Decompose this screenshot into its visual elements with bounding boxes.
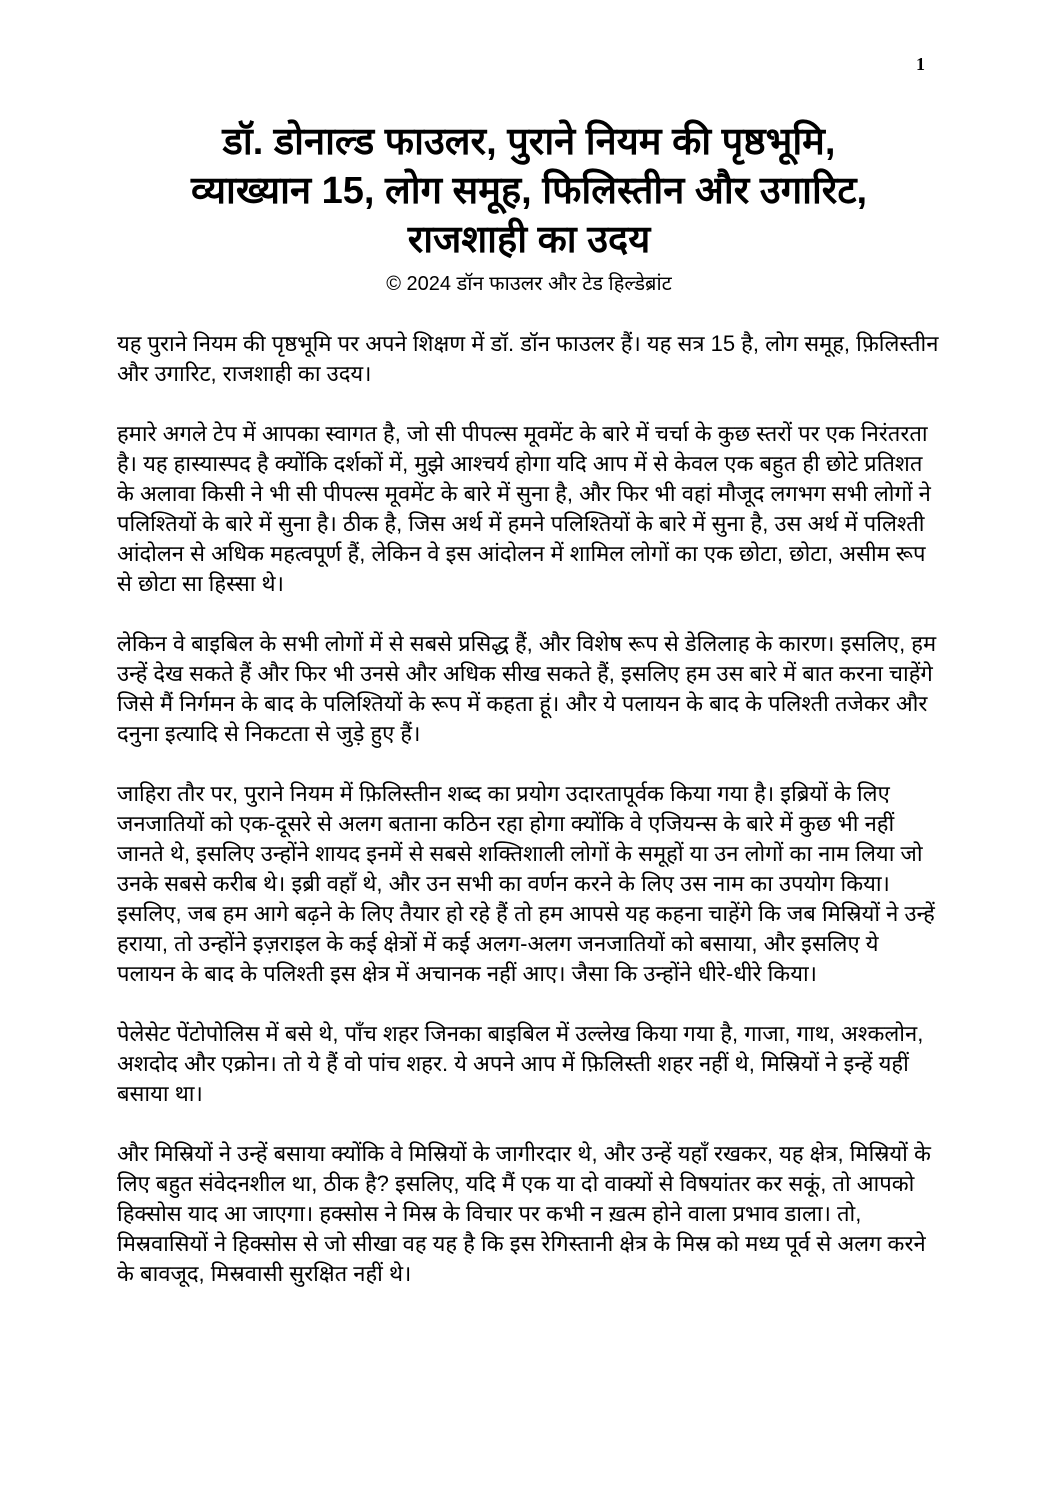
title-line-3: राजशाही का उदय [407, 219, 651, 261]
paragraph-3: लेकिन वे बाइबिल के सभी लोगों में से सबसे प्रसिद्ध हैं, और विशेष रूप से डेलिलाह के कारण। इसलिए, हम उन्हें देख सकते हैं और फिर भी उनसे और अधिक सीख सकते हैं, इसलिए हम उस बारे में बात करना चाहेंगे जिसे मैं निर्गमन के बाद के पलिश्तियों के रूप में कहता हूं। और ये पलायन के बाद के पलिश्ती तजेकर और दनुना इत्यादि से निकटता से जुड़े हुए हैं। [117, 631, 937, 746]
paragraph-5: पेलेसेट पेंटोपोलिस में बसे थे, पाँच शहर जिनका बाइबिल में उल्लेख किया गया है, गाजा, गाथ, अश्कलोन, अशदोद और एक्रोन। तो ये हैं वो पांच शहर. ये अपने आप में फ़िलिस्ती शहर नहीं थे, मिस्रियों ने इन्हें यहीं बसाया था। [117, 1021, 924, 1106]
document-content [117, 118, 941, 1319]
paragraph-1: यह पुराने नियम की पृष्ठभूमि पर अपने शिक्षण में डॉ. डॉन फाउलर हैं। यह सत्र 15 है, लोग समूह, फ़िलिस्तीन और उगारिट, राजशाही का उदय। [117, 331, 939, 386]
document-body [117, 329, 941, 1289]
document-title [117, 118, 941, 265]
page-number: 1 [916, 54, 925, 74]
paragraph-6: और मिस्रियों ने उन्हें बसाया क्योंकि वे मिस्रियों के जागीरदार थे, और उन्हें यहाँ रखकर, यह क्षेत्र, मिस्रियों के लिए बहुत संवेदनशील था, ठीक है? इसलिए, यदि मैं एक या दो वाक्यों से विषयांतर कर सकूं, तो आपको हिक्सोस याद आ जाएगा। हक्सोस ने मिस्र के विचार पर कभी न ख़त्म होने वाला प्रभाव डाला। तो, मिस्रवासियों ने हिक्सोस से जो सीखा वह यह है कि इस रेगिस्तानी क्षेत्र के मिस्र को मध्य पूर्व से अलग करने के बावजूद, मिस्रवासी सुरक्षित नहीं थे। [117, 1141, 931, 1286]
copyright-line: © 2024 डॉन फाउलर और टेड हिल्डेब्रांट [386, 273, 672, 295]
paragraph-4: जाहिरा तौर पर, पुराने नियम में फ़िलिस्तीन शब्द का प्रयोग उदारतापूर्वक किया गया है। इब्रियों के लिए जनजातियों को एक-दूसरे से अलग बताना कठिन रहा होगा क्योंकि वे एजियन्स के बारे में कुछ भी नहीं जानते थे, इसलिए उन्होंने शायद इनमें से सबसे शक्तिशाली लोगों के समूहों या उन लोगों का नाम लिया जो उनके सबसे करीब थे। इब्री वहाँ थे, और उन सभी का वर्णन करने के लिए उस नाम का उपयोग किया। इसलिए, जब हम आगे बढ़ने के लिए तैयार हो रहे हैं तो हम आपसे यह कहना चाहेंगे कि जब मिस्रियों ने उन्हें हराया, तो उन्होंने इज़राइल के कई क्षेत्रों में कई अलग-अलग जनजातियों को बसाया, और इसलिए ये पलायन के बाद के पलिश्ती इस क्षेत्र में अचानक नहीं आए। जैसा कि उन्होंने धीरे-धीरे किया। [117, 781, 935, 986]
title-line-1: डॉ. डोनाल्ड फाउलर, पुराने नियम की पृष्ठभूमि, [222, 121, 836, 163]
title-line-2: व्याख्यान 15, लोग समूह, फिलिस्तीन और उगारिट, [190, 170, 868, 212]
paragraph-2: हमारे अगले टेप में आपका स्वागत है, जो सी पीपल्स मूवमेंट के बारे में चर्चा के कुछ स्तरों पर एक निरंतरता है। यह हास्यास्पद है क्योंकि दर्शकों में, मुझे आश्चर्य होगा यदि आप में से केवल एक बहुत ही छोटे प्रतिशत के अलावा किसी ने भी सी पीपल्स मूवमेंट के बारे में सुना है, और फिर भी वहां मौजूद लगभग सभी लोगों ने पलिश्तियों के बारे में सुना है। ठीक है, जिस अर्थ में हमने पलिश्तियों के बारे में सुना है, उस अर्थ में पलिश्ती आंदोलन से अधिक महत्वपूर्ण हैं, लेकिन वे इस आंदोलन में शामिल लोगों का एक छोटा, छोटा, असीम रूप से छोटा सा हिस्सा थे। [117, 421, 931, 596]
